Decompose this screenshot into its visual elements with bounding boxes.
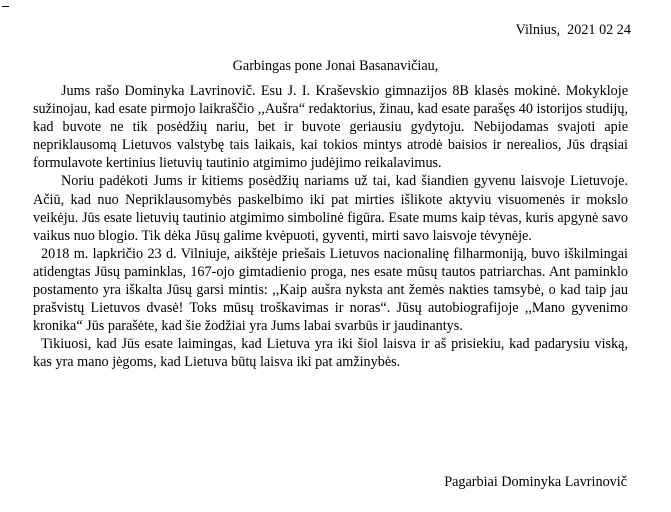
letter-paragraph: 2018 m. lapkričio 23 d. Vilniuje, aikštėje priešais Lietuvos nacionalinę filharmoniją, buvo iškilmingai atidengtas Jūsų paminklas, 167-ojo gimtadienio proga, nes esate mūsų tautos patriarchas. Ant paminklo postamento yra iškalta Jūsų garsi mintis: ,,Kaip aušra nyksta ant žemės nakties tamsybė, o kad taip jau prašvistų Lietuvos dvasė! Toks mūsų troškavimas ir noras“. Jūsų autobiografijoje ,,Mano gyvenimo kronika“ Jūs parašėte, kad šie žodžiai yra Jums labai svarbūs ir jaudinantys. — [33, 245, 628, 335]
letter-paragraph: Noriu padėkoti Jums ir kitiems posėdžių nariams už tai, kad šiandien gyvenu laisvoje Lietuvoje. Ačiū, kad nuo Nepriklausomybės paskelbimo iki pat mirties išlikote aktyviu visuomenės ir mokslo veikėju. Jūs esate lietuvių tautinio atgimimo simbolinė figūra. Esate mums kaip tėvas, kuris apgynė savo vaikus nuo blogio. Tik dėka Jūsų galime kvėpuoti, gyventi, mirti savo laisvoje tėvynėje. — [33, 173, 628, 244]
letter-signature: Pagarbiai Dominyka Lavrinovič — [444, 474, 627, 490]
corner-mark — [2, 6, 9, 7]
letter-paragraph: Tikiuosi, kad Jūs esate laimingas, kad Lietuva yra iki šiol laisva ir aš prisiekiu, kad padarysiu viską, kas yra mano jėgoms, kad Lietuva būtų laisva iki pat amžinybės. — [33, 336, 628, 371]
letter-body — [33, 82, 628, 372]
letter-paragraph: Jums rašo Dominyka Lavrinovič. Esu J. I. Kraševskio gimnazijos 8B klasės mokinė. Mokykloje sužinojau, kad esate pirmojo laikraščio ,,Aušra“ redaktorius, žinau, kad esate parašęs 40 istorijos studijų, kad buvote ne tik posėdžių nariu, bet ir buvote geriausiu gydytoju. Nebijodamas svajoti apie nepriklausomą Lietuvos valstybę tais laikais, kai tokios mintys atrodė baisios ir nerealios, Jūs drąsiai formulavote kertinius lietuvių tautinio atgimimo judėjimo reikalavimus. — [33, 83, 628, 172]
letter-date: Vilnius, 2021 02 24 — [515, 22, 631, 38]
letter-salutation: Garbingas pone Jonai Basanavičiau, — [232, 58, 439, 74]
